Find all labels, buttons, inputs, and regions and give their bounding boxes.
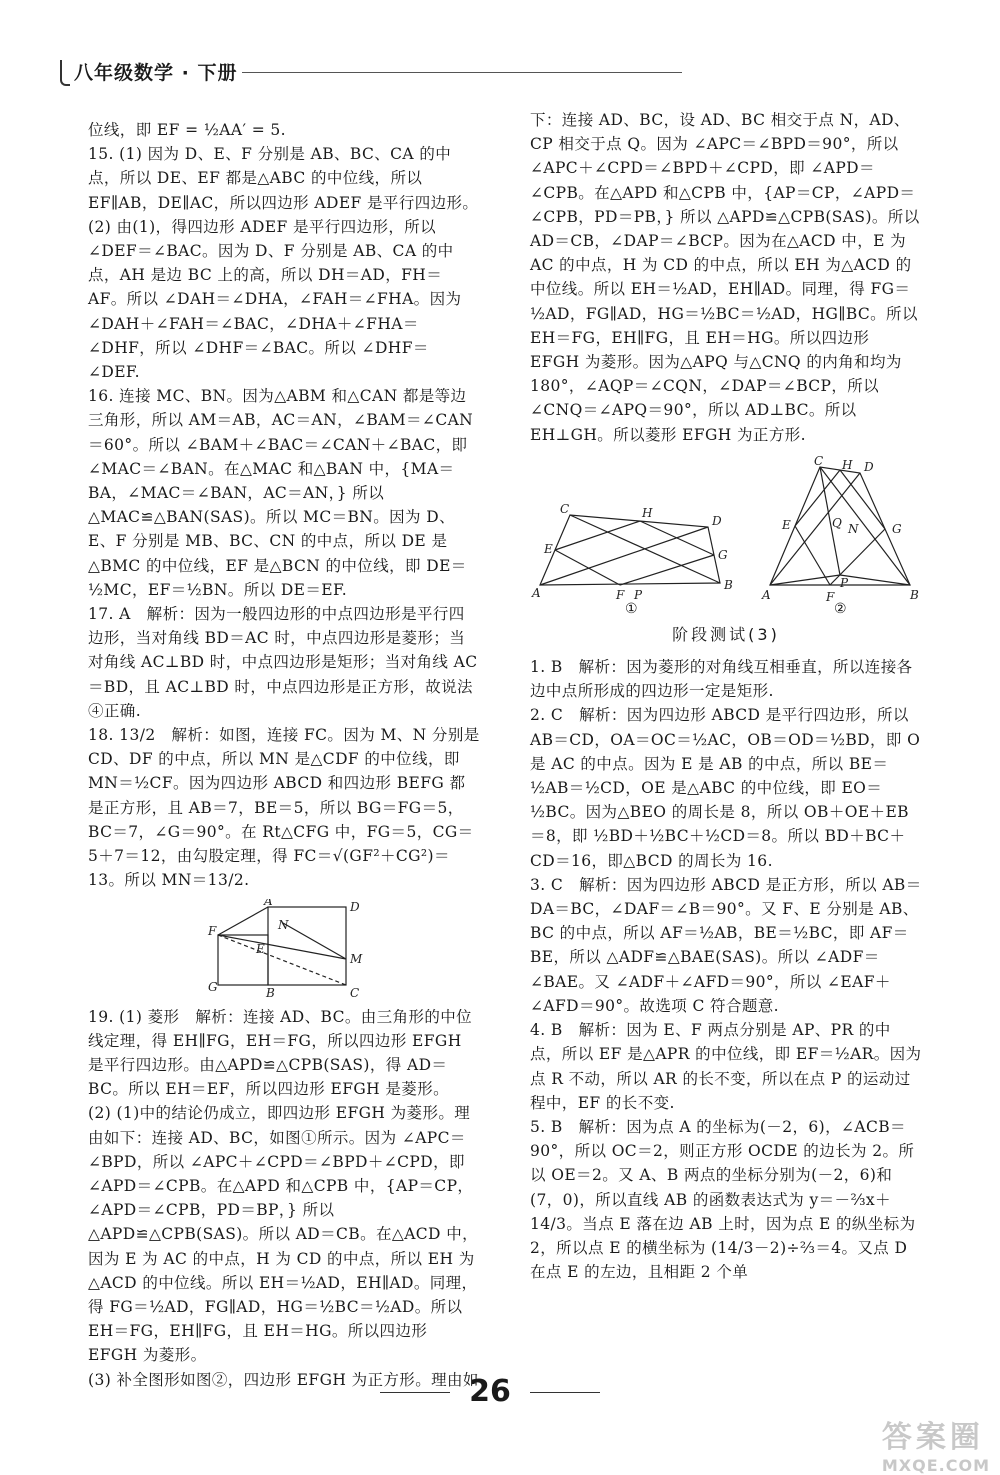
page-number: 26 (469, 1374, 511, 1409)
svg-text:F: F (208, 923, 217, 938)
svg-text:F: F (826, 589, 835, 604)
svg-text:E: E (782, 517, 792, 532)
paragraph: 17. A 解析：因为一般四边形的中点四边形是平行四边形，当对角线 BD＝AC 时，中点四边形是菱形；当对角线 AC⊥BD 时，中点四边形是矩形；当对角线 AC＝BD，且 AC⊥BD 时，中点四边形是正方形，故说法④正确. (88, 605, 478, 720)
svg-text:C: C (560, 501, 570, 516)
footer-rule-left (380, 1392, 450, 1393)
svg-text:A: A (264, 898, 274, 908)
paragraph: 19. (1) 菱形 解析：连接 AD、BC。由三角形的中位线定理，得 EH∥FG，EH＝FG，所以四边形 EFGH 是平行四边形。由△APD≌△CPB(SAS)，得 AD＝BC。所以 EH＝EF，所以四边形 EFGH 是菱形。 (88, 1007, 473, 1099)
svg-text:Q: Q (832, 515, 843, 530)
svg-text:G: G (718, 547, 728, 562)
paragraph: 18. 13/2 解析：如图，连接 FC。因为 M、N 分别是 CD、DF 的中点，所以 MN 是△CDF 的中位线，即 MN＝½CF。因为四边形 ABCD 和四边形 BEFG 都是正方形，且 AB＝7，BE＝5，所以 BG＝FG＝5，BC＝7，∠G＝90°。在 Rt△CFG 中，FG＝5，CG＝5＋7＝12，由勾股定理，得 FC＝√(GF²＋CG²)＝13。所以 MN＝13/2. (88, 726, 485, 890)
watermark-bottom: MXQE.COM (881, 1456, 990, 1475)
svg-text:D: D (864, 459, 875, 474)
header-bracket (60, 60, 70, 86)
page-footer (0, 1372, 1000, 1412)
left-column (88, 118, 485, 1392)
svg-text:M: M (350, 951, 363, 966)
header-title: 八年级数学 · 下册 (74, 62, 238, 84)
paragraph: 5. B 解析：因为点 A 的坐标为(－2，6)，∠ACB＝90°，所以 OC＝2，则正方形 OCDE 的边长为 2。所以 OE＝2。又 A、B 两点的坐标分别为(－2，6)和(7，0)，所以直线 AB 的函数表达式为 y＝－⅔x＋14/3。当点 E 落在边 AB 上时，因为点 E 的纵坐标为 2，所以点 E 的横坐标为 (14/3－2)÷⅔＝4。又点 D 在点 E 的左边，且相距 2 个单 (530, 1117, 921, 1282)
section-title: 阶段测试(3) (672, 624, 780, 644)
figure-squares (88, 899, 480, 999)
header-rule (242, 72, 682, 73)
svg-text:A: A (532, 585, 542, 600)
svg-text:B: B (266, 985, 276, 999)
page-header (60, 58, 630, 88)
svg-text:N: N (848, 521, 859, 536)
svg-text:B: B (724, 577, 734, 592)
figure-pair (530, 455, 922, 615)
svg-text:C: C (350, 985, 360, 999)
paragraph: 2. C 解析：因为四边形 ABCD 是平行四边形，所以 AB＝CD，OA＝OC＝½AC，OB＝OD＝½BD，即 O 是 AC 的中点。因为 E 是 AB 的中点，所以 BE＝½AB＝½CD，OE 是△ABC 的中位线，即 EO＝½BC。因为△BEO 的周长是 8，所以 OB＋OE＋EB＝8，即 ½BD＋½BC＋½CD＝8。所以 BD＋BC＋CD＝16，即△BCD 的周长为 16. (530, 706, 926, 870)
svg-text:P: P (840, 575, 849, 590)
paragraph: 1. B 解析：因为菱形的对角线互相垂直，所以连接各边中点所形成的四边形一定是矩形. (530, 658, 913, 701)
svg-text:P: P (634, 587, 643, 602)
figure-squares-svg (88, 899, 480, 999)
svg-text:D: D (350, 899, 361, 914)
paragraph: 下：连接 AD、BC，设 AD、BC 相交于点 N，AD、CP 相交于点 Q。因为 ∠APC＝∠BPD＝90°，所以 ∠APC＋∠CPD＝∠BPD＋∠CPD，即 ∠APD＝∠CPB。在△APD 和△CPB 中，{AP＝CP，∠APD＝∠CPB，PD＝PB，} 所以 △APD≌△CPB(SAS)。所以 AD＝CB，∠DAP＝∠BCP。因为在△ACD 中，E 为 AC 的中点，H 为 CD 的中点，所以 EH 为△ACD 的中位线。所以 EH＝½AD，EH∥AD。同理，得 FG＝½AD，FG∥AD，HG＝½BC＝½AD，HG∥BC。所以 EH＝FG，EH∥FG，且 EH＝HG。所以四边形 EFGH 为菱形。因为△APQ 与△CNQ 的内角和均为 180°，∠AQP＝∠CQN，∠DAP＝∠BCP，所以 ∠CNQ＝∠APQ＝90°，所以 AD⊥BC。所以 EH⊥GH。所以菱形 EFGH 为正方形. (530, 111, 925, 444)
svg-text:C: C (814, 454, 824, 468)
watermark (882, 1412, 990, 1475)
svg-text:G: G (892, 521, 902, 536)
figure-pair-svg (530, 455, 922, 615)
figure-2-label: ② (834, 600, 847, 617)
svg-text:B: B (910, 587, 920, 602)
right-column (530, 108, 926, 1284)
paragraph: (2) (1)中的结论仍成立，即四边形 EFGH 为菱形。理由如下：连接 AD、BC，如图①所示。因为 ∠APC＝∠BPD，所以 ∠APC＋∠CPD＝∠BPD＋∠CPD，即 ∠APD＝∠CPB。在△APD 和△CPB 中，{AP＝CP，∠APD＝∠CPB，PD＝BP，} 所以 △APD≌△CPB(SAS)。所以 AD＝CB。在△ACD 中，因为 E 为 AC 的中点，H 为 CD 的中点，所以 EH 为△ACD 的中位线。所以 EH＝½AD，EH∥AD。同理，得 FG＝½AD，FG∥AD，HG＝½BC＝½AD。所以 EH＝FG，EH∥FG，且 EH＝HG。所以四边形 EFGH 为菱形。 (88, 1104, 479, 1365)
footer-rule-right (530, 1392, 600, 1393)
paragraph: (2) 由(1)，得四边形 ADEF 是平行四边形，所以 ∠DEF＝∠BAC。因为 D、F 分别是 AB、CA 的中点，AH 是边 BC 上的高，所以 DH＝AD，FH＝AF。所以 ∠DAH＝∠DHA，∠FAH＝∠FHA。因为 ∠DAH＋∠FAH＝∠BAC，∠DHA＋∠FHA＝∠DHF，所以 ∠DHF＝∠BAC。所以 ∠DHF＝∠DEF. (88, 217, 467, 382)
paragraph: (3) 补全图形如图②，四边形 EFGH 为正方形。理由如 (88, 1370, 479, 1389)
svg-text:A: A (762, 587, 772, 602)
svg-text:N: N (278, 917, 289, 932)
svg-text:D: D (712, 513, 723, 528)
svg-text:H: H (642, 505, 653, 520)
figure-1-label: ① (625, 600, 638, 617)
watermark-top: 答案圈 (881, 1420, 984, 1455)
paragraph: 15. (1) 因为 D、E、F 分别是 AB、BC、CA 的中点，所以 DE、EF 都是△ABC 的中位线，所以 EF∥AB，DE∥AC，所以四边形 ADEF 是平行四边形。 (88, 145, 479, 212)
paragraph: 3. C 解析：因为四边形 ABCD 是正方形，所以 AB＝DA＝BC，∠DAF＝∠B＝90°。又 F、E 分别是 AB、BC 的中点，所以 AF＝½AB，BE＝½BC，即 AF＝BE，所以 △ADF≌△BAE(SAS)。所以 ∠ADF＝∠BAE。又 ∠ADF＋∠AFD＝90°，所以 ∠EAF＋∠AFD＝90°。故选项 C 符合题意. (530, 875, 922, 1015)
paragraph: 4. B 解析：因为 E、F 两点分别是 AP、PR 的中点，所以 EF 是△APR 的中位线，即 EF＝½AR。因为点 R 不动，所以 AR 的长不变，所以在点 P 的运动过程中，EF 的长不变. (530, 1021, 922, 1112)
svg-text:F: F (616, 587, 625, 602)
svg-text:E: E (256, 941, 266, 956)
paragraph: 16. 连接 MC、BN。因为△ABM 和△CAN 都是等边三角形，所以 AM＝AB，AC＝AN，∠BAM＝∠CAN＝60°。所以 ∠BAM＋∠BAC＝∠CAN＋∠BAC，即 ∠MAC＝∠BAN。在△MAC 和△BAN 中，{MA＝BA，∠MAC＝∠BAN，AC＝AN，} 所以 △MAC≌△BAN(SAS)。所以 MC＝BN。因为 D、E、F 分别是 MB、BC、CN 的中点，所以 DE 是△BMC 的中位线，EF 是△BCN 的中位线，即 DE＝½MC，EF＝½BN。所以 DE＝EF. (88, 387, 474, 599)
svg-text:E: E (544, 541, 554, 556)
svg-text:H: H (842, 457, 853, 472)
svg-text:G: G (208, 979, 218, 994)
paragraph: 位线，即 EF = ½AA′ = 5. (88, 121, 286, 139)
